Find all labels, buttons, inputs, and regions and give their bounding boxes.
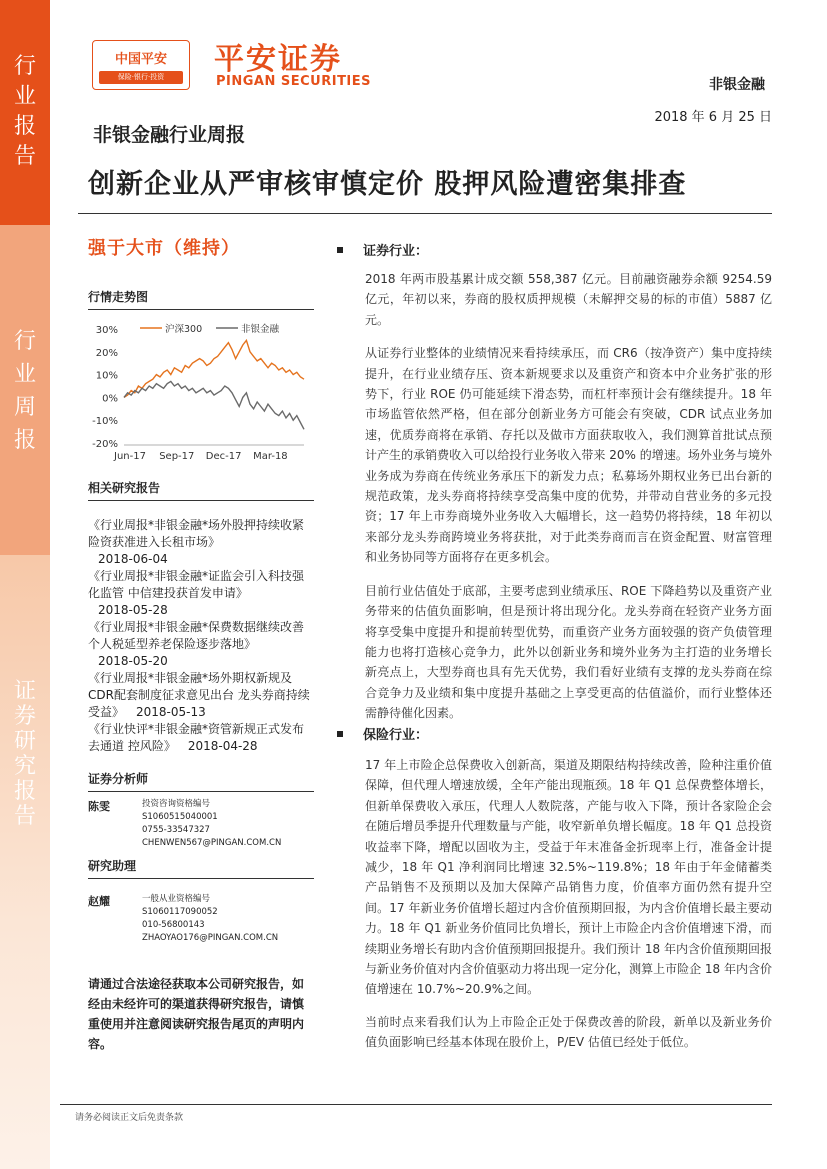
x-tick-label: Mar-18 <box>253 451 288 462</box>
related-report-date: 2018-05-28 <box>98 603 168 617</box>
bullet-square-icon <box>337 247 343 253</box>
paragraph: 17 年上市险企总保费收入创新高，渠道及期限结构持续改善，险种注重价值保障，但代理人增速放缓，全年产能出现瓶颈。18 年 Q1 总保费整体增长，但新单保费收入承压，代理人人数院落，产能与收入下降，预计各家险企会在随后增员季提升代理数量与产能，收窄新单负增长幅度。18 年 Q1 总投资收益率下降，增配以固收为主，受益于年末准备金折现率上行，准备金计提减少，18 年 Q1 净利润同比增速 32.5%~119.8%；18 年由于年金储蓄类产品销售不及预期以及加大保障产品销售力度，价值率方面仍然有提升空间。17 年新业务价值增长超过内含价值预期回报，为内含价值增长最主要动力。18 年 Q1 新业务价值同比负增长，预计上市险企内含价值增速下滑，而续期业务增长有助内含价值预期回报提升。我们预计 18 年内含价值预期回报与新业务价值对内含价值驱动力将出现一定分化，测算上市险企 18 年内含价值增速在 10.7%~20.9%之间。 <box>365 758 772 997</box>
strip-char: 研 <box>13 729 36 754</box>
analyst-phone: 0755-33547327 <box>142 825 210 835</box>
related-reports-title: 相关研究报告 <box>88 479 314 501</box>
securities-section-title <box>337 240 772 259</box>
related-report-text: 《行业周报*非银金融*场外期权新规及CDR配套制度征求意见出台 龙头券商持续受益》 <box>88 671 310 719</box>
related-report-link[interactable] <box>88 721 314 755</box>
x-tick-label: Dec-17 <box>205 451 242 462</box>
paragraph: 从证券行业整体的业绩情况来看持续承压，而 CR6（按净资产）集中度持续提升，在行业业绩存压、资本新规要求以及重资产和资本中介业务扩张的形势下，行业 ROE 仍可能延续下滑态势，而杠杆率预计会有继续提升。18 年市场监管依然严格，但在部分创新业务方可能会有突破，CDR 试点业务加速，优质券商将在承销、存托以及做市方面获取收入，我们测算首批试点预计产生的承销费收入可以给投行业务收入带来 20% 的增速。场外业务与境外业务成为券商在传统业务承压下的新发力点；私募场外期权业务已出台新的规范政策，龙头券商将持续享受高集中度的优势，并带动自营业务的多元投资；17 年上市券商境外业务收入大幅增长，这一趋势仍将持续，18 年初以来部分龙头券商跨境业务将获批，对于此类券商而言在资金配置、财富管理和业务协同等方面将存在更多机会。 <box>365 346 772 565</box>
analyst-info-line: S1060515040001 <box>142 812 218 822</box>
page-title: 创新企业从严审核审慎定价 股押风险遭密集排查 <box>88 169 687 200</box>
brand-name-en: PINGAN SECURITIES <box>216 74 372 89</box>
y-tick-label: 0% <box>102 393 118 405</box>
rating: 强于大市（维持） <box>88 238 240 259</box>
y-tick-label: 10% <box>95 370 118 382</box>
y-tick-label: 20% <box>95 347 118 359</box>
related-report-link[interactable]: 《行业周报*非银金融*证监会引入科技强化监管 中信建投获首发申请》 <box>88 569 305 600</box>
y-tick-label: -20% <box>92 439 118 450</box>
footer-divider <box>60 1104 772 1105</box>
side-strip-mid <box>0 225 50 555</box>
side-strip-bottom <box>0 555 50 1169</box>
related-report-link[interactable] <box>88 670 314 721</box>
paragraph: 当前时点来看我们认为上市险企正处于保费改善的阶段，新单以及新业务价值负面影响已经基本体现在股价上，P/EV 估值已经处于低位。 <box>365 1014 772 1050</box>
series-line <box>124 340 304 397</box>
x-tick-label: Sep-17 <box>159 451 195 462</box>
securities-section <box>337 240 772 724</box>
strip-char: 报 <box>13 779 36 804</box>
analyst-title: 证券分析师 <box>88 770 314 792</box>
analyst-info-line: 投资咨询资格编号 <box>142 799 211 809</box>
paragraph: 目前行业估值处于底部，主要考虑到业绩承压、ROE 下降趋势以及重资产业务带来的估值负面影响，但是预计将出现分化。龙头券商在轻资产业务方面将享受集中度提升和提前转型优势，而重资产业务方面较强的资产负债管理能力也将打造核心竞争力，此外以创新业务和境外业务为主打造的业务增长新亮点上，大型券商也具有先天优势，我们看好业绩有支撑的龙头券商在综合竞争力及业绩和集中度提升基础之上享受更高的估值溢价，而行业整体还需静待催化因素。 <box>365 583 772 721</box>
disclaimer-notice: 请通过合法途径获取本公司研究报告，如经由未经许可的渠道获得研究报告，请慎重使用并注意阅读研究报告尾页的声明内容。 <box>88 977 305 1051</box>
logo-cn-text: 中国平安 <box>114 52 167 67</box>
pingan-group-logo <box>92 40 190 90</box>
price-trend-svg <box>88 315 314 465</box>
strip-char: 告 <box>13 144 36 169</box>
x-tick-label: Jun-17 <box>114 451 146 462</box>
analyst-email[interactable]: CHENWEN567@PINGAN.COM.CN <box>142 838 282 848</box>
strip-char: 券 <box>13 704 36 729</box>
header-divider <box>78 213 772 214</box>
insurance-section <box>337 724 772 1053</box>
price-trend-chart <box>88 315 314 465</box>
strip-char: 究 <box>13 754 36 779</box>
assistant-info-line: 一般从业资格编号 <box>142 894 211 904</box>
industry-label: 非银金融 <box>709 77 765 93</box>
assistant-title: 研究助理 <box>88 857 314 879</box>
paragraph: 2018 年两市股基累计成交额 558,387 亿元。目前融资融券余额 9254.59 亿元，年初以来，券商的股权质押规模（未解押交易的标的市值）5887 亿元。 <box>365 272 772 327</box>
strip-char: 业 <box>13 362 36 387</box>
y-tick-label: -10% <box>92 416 118 428</box>
legend-label: 沪深300 <box>165 324 203 335</box>
assistant-info-line: S1060117090052 <box>142 907 218 917</box>
side-strip-top <box>0 0 50 225</box>
logo-sub-text: 保险·银行·投资 <box>99 71 183 84</box>
section-title-text: 保险行业： <box>363 728 429 743</box>
related-report-date: 2018-04-28 <box>187 739 258 753</box>
strip-char: 证 <box>13 679 36 704</box>
strip-char: 周 <box>13 395 36 420</box>
legend-label: 非银金融 <box>241 324 280 335</box>
related-report-date: 2018-06-04 <box>98 552 168 566</box>
footer-disclaimer: 请务必阅读正文后免责条款 <box>75 1113 184 1123</box>
assistant-name: 赵耀 <box>88 895 110 908</box>
assistant-section <box>88 857 314 945</box>
strip-char: 报 <box>13 428 36 453</box>
brand-name-cn: 平安证券 <box>214 42 342 77</box>
bullet-square-icon <box>337 731 343 737</box>
related-report-text: 《行业快评*非银金融*资管新规正式发布 去通道 控风险》 <box>88 722 305 753</box>
strip-char: 业 <box>13 84 36 109</box>
section-title-text: 证券行业： <box>363 244 429 259</box>
strip-char: 报 <box>13 114 36 139</box>
related-report-date: 2018-05-13 <box>136 705 206 719</box>
strip-char: 行 <box>13 329 36 354</box>
related-reports <box>88 479 314 755</box>
analyst-section <box>88 770 314 850</box>
report-date: 2018 年 6 月 25 日 <box>654 110 772 125</box>
assistant-card <box>88 893 314 945</box>
assistant-email[interactable]: ZHAOYAO176@PINGAN.COM.CN <box>142 933 279 943</box>
analyst-card <box>88 798 314 850</box>
series-line <box>124 381 304 429</box>
related-report-link[interactable]: 《行业周报*非银金融*保费数据继续改善 个人税延型养老保险逐步落地》 <box>88 620 305 651</box>
strip-char: 告 <box>13 804 36 829</box>
strip-char: 行 <box>13 54 36 79</box>
analyst-name: 陈雯 <box>88 800 110 813</box>
related-report-link[interactable]: 《行业周报*非银金融*场外股押持续收紧 险资获准进入长租市场》 <box>88 518 305 549</box>
related-report-date: 2018-05-20 <box>98 654 168 668</box>
y-tick-label: 30% <box>95 325 118 336</box>
chart-section-title: 行情走势图 <box>88 288 314 310</box>
insurance-section-title <box>337 724 772 743</box>
report-type: 非银金融行业周报 <box>93 124 246 146</box>
assistant-phone: 010-56800143 <box>142 920 205 930</box>
